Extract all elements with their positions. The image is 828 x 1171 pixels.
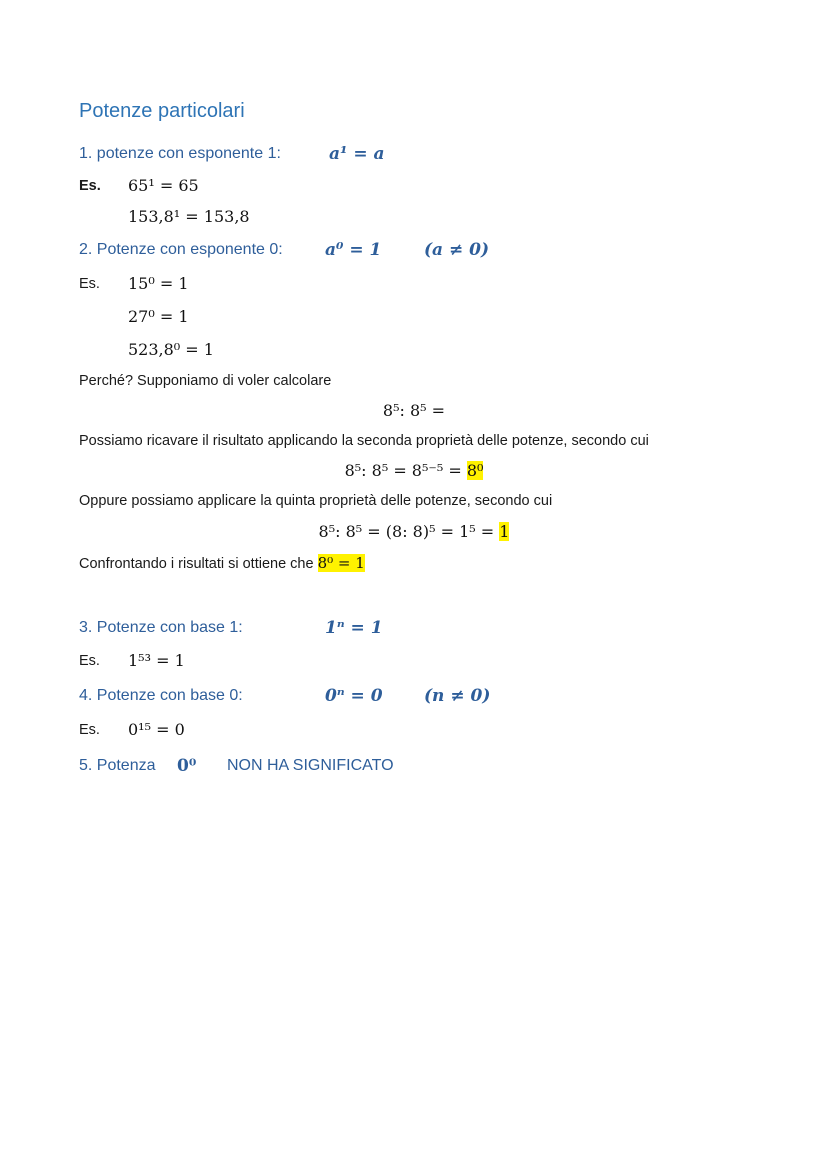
why-equation-2 bbox=[0, 461, 828, 480]
section-2-example-3: 523,8⁰ = 1 bbox=[128, 340, 214, 359]
section-4-heading: 4. Potenze con base 0: bbox=[79, 687, 243, 704]
why-conclusion-highlight: 8⁰ = 1 bbox=[317, 554, 365, 572]
section-2-es-label: Es. bbox=[79, 276, 100, 292]
section-2-heading: 2. Potenze con esponente 0: bbox=[79, 241, 283, 258]
section-4-condition: (n ≠ 0) bbox=[424, 686, 491, 706]
why-conclusion bbox=[79, 554, 365, 572]
why-equation-3-main: 8⁵: 8⁵ = (8: 8)⁵ = 1⁵ = bbox=[318, 522, 500, 541]
page-title: Potenze particolari bbox=[79, 100, 245, 122]
why-paragraph-1: Perché? Supponiamo di voler calcolare bbox=[79, 373, 332, 389]
section-3-example-1: 1⁵³ = 1 bbox=[128, 651, 185, 670]
section-3-rule: 1ⁿ = 1 bbox=[325, 618, 383, 638]
section-4-rule: 0ⁿ = 0 bbox=[325, 686, 383, 706]
why-equation-3-highlight: 1 bbox=[499, 522, 510, 541]
why-paragraph-3: Oppure possiamo applicare la quinta proprietà delle potenze, secondo cui bbox=[79, 493, 553, 509]
section-1-example-1: 65¹ = 65 bbox=[128, 176, 199, 195]
section-2-example-2: 27⁰ = 1 bbox=[128, 307, 189, 326]
section-4-es-label: Es. bbox=[79, 722, 100, 738]
why-equation-1: 8⁵: 8⁵ = bbox=[382, 401, 446, 420]
section-1-heading: 1. potenze con esponente 1: bbox=[79, 145, 281, 162]
section-3-es-label: Es. bbox=[79, 653, 100, 669]
why-conclusion-text: Confrontando i risultati si ottiene che bbox=[79, 556, 318, 572]
section-2-example-1: 15⁰ = 1 bbox=[128, 274, 189, 293]
section-1-rule: a¹ = a bbox=[329, 144, 385, 164]
why-equation-2-main: 8⁵: 8⁵ = 8⁵⁻⁵ = bbox=[344, 461, 467, 480]
section-3-heading: 3. Potenze con base 1: bbox=[79, 619, 243, 636]
section-5-note: NON HA SIGNIFICATO bbox=[227, 757, 394, 774]
why-equation-2-highlight: 8⁰ bbox=[466, 461, 484, 480]
section-1-example-2: 153,8¹ = 153,8 bbox=[128, 207, 250, 226]
section-4-example-1: 0¹⁵ = 0 bbox=[128, 720, 185, 739]
section-2-condition: (a ≠ 0) bbox=[424, 240, 490, 260]
why-equation-3 bbox=[0, 522, 828, 541]
section-2-rule: a⁰ = 1 bbox=[325, 240, 382, 260]
why-paragraph-2: Possiamo ricavare il risultato applicando la seconda proprietà delle potenze, secondo cui bbox=[79, 433, 649, 449]
section-5-expression: 0⁰ bbox=[177, 756, 197, 776]
section-1-es-label: Es. bbox=[79, 178, 101, 194]
section-5-heading: 5. Potenza bbox=[79, 757, 156, 774]
